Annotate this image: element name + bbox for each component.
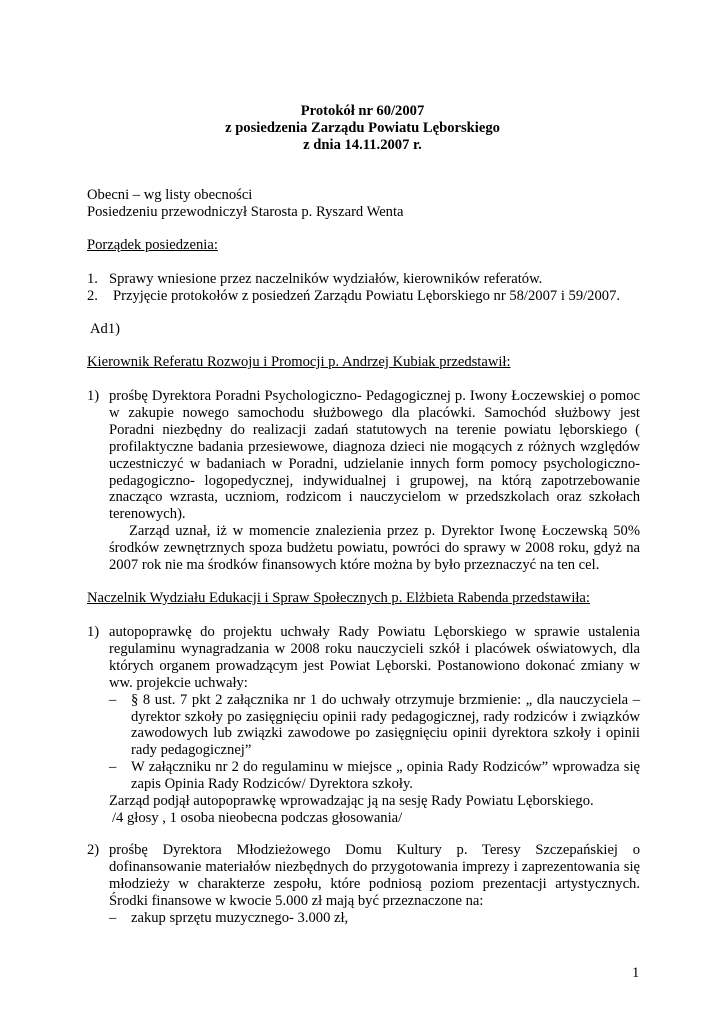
sub-item [109, 692, 640, 760]
page-number: 1 [632, 965, 640, 981]
chair-line: Posiedzeniu przewodniczył Starosta p. Ryszard Wenta [87, 203, 404, 220]
sub-item-text: W załączniku nr 2 do regulaminu w miejsce „ opinia Rady Rodziców” wprowadza się zapis Opinia Rady Rodziców/ Dyrektora szkoły. [131, 759, 640, 793]
protocol-date: z dnia 14.11.2007 r. [303, 136, 422, 153]
agenda-item: 2. Przyjęcie protokołów z posiedzeń Zarządu Powiatu Lęborskiego nr 58/2007 i 59/2007. [87, 287, 621, 304]
item-number: 2) [87, 842, 100, 858]
sub-item [109, 910, 640, 927]
item-number: 1) [87, 388, 100, 404]
sub-item [109, 759, 640, 793]
item-text: prośbę Dyrektora Młodzieżowego Domu Kultury p. Teresy Szczepańskiej o dofinansowanie materiałów niezbędnych do przygotowania imprezy i zaprezentowania się młodzieży w charakterze zespołu, które podniosą poziom prezentacji artystycznych. Środki finansowe w kwocie 5.000 zł mają być przeznaczone na: [109, 842, 640, 909]
ad1-label: Ad1) [90, 321, 120, 337]
item-text: prośbę Dyrektora Poradni Psychologiczno- Pedagogicznej p. Iwony Łoczewskiej o pomoc w zakupie nowego samochodu służbowego dla placówki. Samochód służbowy jest Poradni niezbędny do realizacji zadań statutowych na terenie powiatu lęborskiego ( profilaktyczne badania przesiewowe, diagnoza dzieci nie mogących z różnych względów uczestniczyć w badaniach w Poradni, udzielanie innych form pomocy psychologiczno-pedagogiczno- logopedycznej, indywidualnej i grupowej, na którą zapotrzebowanie znacząco wzrasta, uczniom, rodzicom i nauczycielom w przedszkolach oraz szkołach terenowych). [109, 388, 640, 523]
attendance-block [87, 187, 640, 221]
agenda-heading-text: Porządek posiedzenia: [87, 237, 218, 253]
section2-item-1 [87, 624, 640, 827]
protocol-title: Protokół nr 60/2007 [300, 103, 425, 119]
dash-bullet: – [109, 909, 117, 926]
section1-item-1 [87, 388, 640, 574]
item-text: autopoprawkę do projektu uchwały Rady Powiatu Lęborskiego w sprawie ustalenia regulaminu wynagradzania w 2008 roku nauczycieli szkół i placówek oświatowych, dla których organem prowadzącym jest Powiat Lęborski. Postanowiono dokonać zmiany w ww. projekcie uchwały: [109, 624, 640, 691]
dash-bullet: – [109, 759, 117, 776]
agenda-list [87, 271, 647, 305]
present-line: Obecni – wg listy obecności [87, 187, 253, 203]
item-number: 1) [87, 624, 100, 640]
sub-item-text: zakup sprzętu muzycznego- 3.000 zł, [131, 909, 349, 926]
section1-heading: Kierownik Referatu Rozwoju i Promocji p. Andrzej Kubiak przedstawił: [87, 354, 511, 370]
decision-text: Zarząd uznał, iż w momencie znalezienia przez p. Dyrektor Iwonę Łoczewską 50% środków zewnętrznych spoza budżetu powiatu, powróci do sprawy w 2008 roku, gdyż na 2007 rok nie ma środków finansowych które można by było przeznaczyć na ten cel. [109, 523, 640, 574]
section2-item-2 [87, 842, 640, 927]
agenda-heading [87, 237, 640, 254]
sub-item-text: § 8 ust. 7 pkt 2 załącznika nr 1 do uchwały otrzymuje brzmienie: „ dla nauczyciela – dyrektor szkoły po zasięgnięciu opinii rady pedagogicznej, rady rodziców i związków zawodowych lub związki zawodowe po zasięgnięciu opinii dyrektora szkoły i opinii rady pedagogicznej” [131, 691, 640, 759]
decision-text: Zarząd podjął autopoprawkę wprowadzając ją na sesję Rady Powiatu Lęborskiego. [109, 793, 594, 810]
vote-text: /4 głosy , 1 osoba nieobecna podczas głosowania/ [112, 809, 403, 826]
dash-bullet: – [109, 691, 117, 708]
agenda-item: 1. Sprawy wniesione przez naczelników wydziałów, kierowników referatów. [87, 271, 543, 287]
section2-heading: Naczelnik Wydziału Edukacji i Spraw Społecznych p. Elżbieta Rabenda przedstawiła: [87, 590, 590, 606]
protocol-board-line: z posiedzenia Zarządu Powiatu Lęborskiego [225, 119, 500, 136]
protocol-header [0, 103, 725, 154]
